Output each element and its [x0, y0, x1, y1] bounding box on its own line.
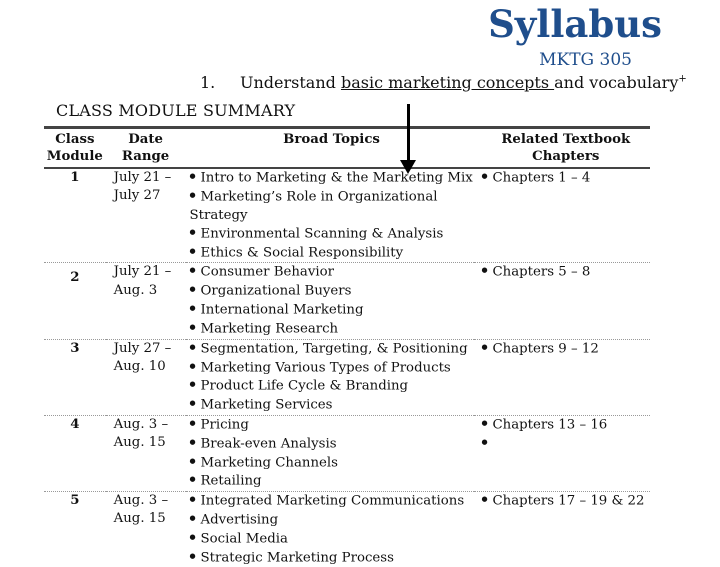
header-date-line-2: Range [121, 149, 170, 164]
topic-item: ● Marketing Research [190, 320, 474, 339]
header-date-line-1: Date [128, 132, 163, 147]
header-chapters-line-2: Chapters [532, 149, 600, 164]
topics-list [186, 339, 474, 415]
date-start: Aug. 3 – [113, 493, 169, 509]
table-row [44, 339, 650, 415]
date-range [106, 415, 186, 491]
topics-list [186, 415, 474, 491]
objective-text-after: and vocabulary [554, 73, 679, 92]
date-start: July 21 – [113, 170, 172, 185]
topics-list [186, 492, 474, 567]
date-range [106, 168, 186, 263]
pointer-arrow-head-icon [400, 160, 416, 174]
topic-item: ● Social Media [190, 530, 474, 549]
topic-item: ● Marketing’s Role in Organizational Strategy [190, 188, 474, 225]
header-chapters-line-1: Related Textbook [501, 132, 631, 147]
module-number-text: 2 [70, 270, 80, 286]
learning-objective [200, 73, 687, 92]
chapters-list [474, 168, 651, 263]
topic-item: ● International Marketing [190, 301, 474, 320]
topic-item: ● Ethics & Social Responsibility [190, 244, 474, 263]
topic-item: ● Integrated Marketing Communications [190, 492, 474, 511]
date-end: July 27 [113, 188, 161, 204]
pointer-arrow-shaft [407, 104, 410, 162]
header-module-line-1: Class [55, 132, 95, 147]
table-header-row [44, 129, 650, 168]
date-range [106, 339, 186, 415]
module-number: 3 [44, 339, 106, 415]
objective-number: 1. [200, 73, 216, 92]
topic-item: ● Segmentation, Targeting, & Positioning [190, 340, 474, 359]
date-start: July 27 – [113, 340, 172, 356]
module-number: 4 [44, 415, 106, 491]
header-class-module [44, 129, 106, 168]
table-row [44, 168, 650, 263]
topic-item: ● Break-even Analysis [190, 435, 474, 454]
topic-item: ● Marketing Channels [190, 454, 474, 473]
objective-superscript: + [678, 73, 687, 85]
date-start: July 21 – [113, 264, 172, 280]
topic-item: ● Intro to Marketing & the Marketing Mix [190, 169, 474, 188]
chapters-list [474, 492, 651, 567]
module-number [44, 263, 106, 339]
module-summary-table [44, 129, 650, 567]
date-start: Aug. 3 – [113, 416, 169, 432]
table-row [44, 263, 650, 339]
topic-item: ● Marketing Services [190, 396, 474, 415]
chapter-item: ● Chapters 1 – 4 [482, 169, 651, 188]
header-date-range [106, 129, 186, 168]
table-row [44, 415, 650, 491]
date-end: Aug. 15 [113, 435, 166, 451]
chapter-item: ● Chapters 13 – 16 [482, 416, 651, 435]
chapters-list [474, 339, 651, 415]
date-end: Aug. 10 [113, 358, 166, 374]
chapter-item: ● Chapters 5 – 8 [482, 263, 651, 282]
topic-item: ● Strategic Marketing Process [190, 549, 474, 567]
objective-text-underlined: basic marketing concepts [340, 73, 555, 92]
topic-item: ● Retailing [190, 472, 474, 491]
date-range [106, 492, 186, 567]
header-related-chapters [474, 129, 651, 168]
chapter-item: ● Chapters 17 – 19 & 22 [482, 492, 651, 511]
topics-list [186, 168, 474, 263]
topic-item: ● Environmental Scanning & Analysis [190, 225, 474, 244]
objective-text-before: Understand [240, 73, 341, 92]
header-broad-topics: Broad Topics [186, 129, 474, 168]
topic-item: ● Consumer Behavior [190, 263, 474, 282]
course-code: MKTG 305 [539, 50, 632, 70]
module-number: 5 [44, 492, 106, 567]
chapters-list [474, 263, 651, 339]
chapters-list [474, 415, 651, 491]
header-module-line-2: Module [46, 149, 103, 164]
module-number: 1 [70, 170, 80, 185]
page-title: Syllabus [488, 2, 662, 46]
chapter-item: ● Chapters 9 – 12 [482, 340, 651, 359]
date-end: Aug. 3 [113, 282, 158, 298]
topic-item: ● Marketing Various Types of Products [190, 359, 474, 378]
topics-list [186, 263, 474, 339]
table-row [44, 492, 650, 567]
section-heading: CLASS MODULE SUMMARY [56, 101, 296, 120]
date-range [106, 263, 186, 339]
topic-item: ● Organizational Buyers [190, 282, 474, 301]
topic-item: ● Product Life Cycle & Branding [190, 377, 474, 396]
topic-item: ● Advertising [190, 511, 474, 530]
topic-item: ● Pricing [190, 416, 474, 435]
chapter-item-empty [482, 435, 651, 454]
date-end: Aug. 15 [113, 511, 166, 527]
